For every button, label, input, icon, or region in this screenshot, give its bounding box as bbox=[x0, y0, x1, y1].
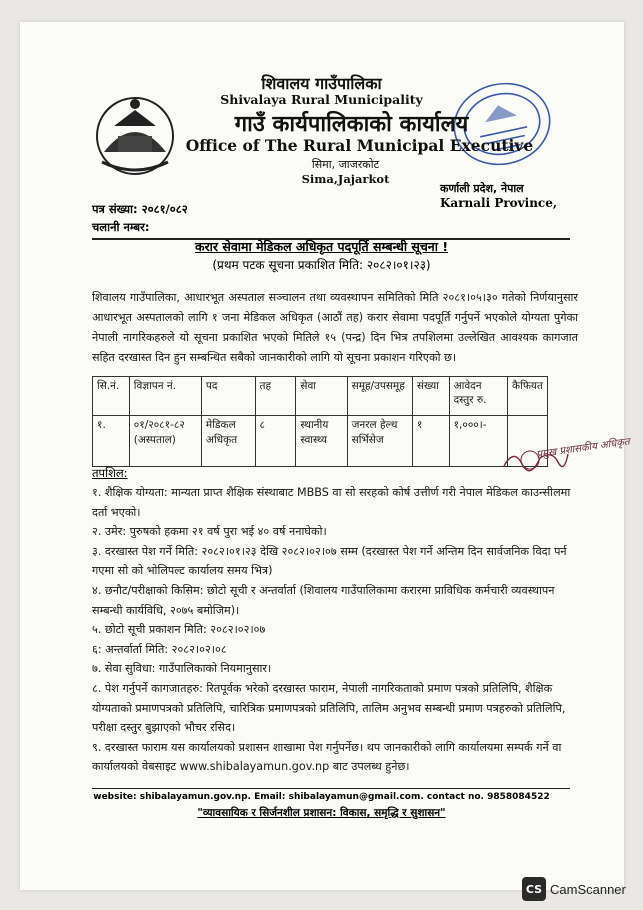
place-nepali: सिमा, जाजरकोट bbox=[311, 158, 380, 171]
terms-list bbox=[92, 483, 580, 777]
municipality-name-nepali: शिवालय गाउँपालिका bbox=[261, 74, 382, 93]
vacancy-table bbox=[92, 376, 548, 467]
table-header-cell: कैफियत bbox=[508, 377, 548, 416]
list-item: ९. दरखास्त फाराम यस कार्यालयको प्रशासन शाखामा पेश गर्नुपर्नेछ। थप जानकारीको लागि कार्यालयमा सम्पर्क गर्ने वा कार्यालयको वेबसाइट www.shibalayamun.gov.np बाट उपलब्ध हुनेछ। bbox=[92, 740, 562, 774]
table-header-row bbox=[93, 377, 548, 416]
letter-number: पत्र संख्या: २०८१/०८२ bbox=[92, 202, 188, 216]
table-cell: १,०००।- bbox=[449, 416, 507, 467]
list-item: ६: अन्तर्वार्ता मिति: २०८२।०२।०८ bbox=[92, 642, 227, 656]
province-nepali: कर्णाली प्रदेश, नेपाल bbox=[440, 182, 524, 195]
list-item: ७. सेवा सुविधा: गाउँपालिकाको नियमानुसार। bbox=[92, 662, 272, 676]
office-name-nepali: गाउँ कार्यपालिकाको कार्यालय bbox=[234, 112, 469, 137]
table-cell: ०१/२०८१-८२ (अस्पताल) bbox=[129, 416, 201, 467]
province-english: Karnali Province, bbox=[440, 196, 558, 210]
municipality-name-english: Shivalaya Rural Municipality bbox=[220, 92, 423, 107]
table-header-cell: आवेदन दस्तुर रु. bbox=[449, 377, 507, 416]
table-cell: ८ bbox=[255, 416, 296, 467]
table-cell: १. bbox=[93, 416, 130, 467]
table-cell: १ bbox=[412, 416, 449, 467]
camscanner-watermark bbox=[522, 876, 626, 902]
list-item: १. शैक्षिक योग्यता: मान्यता प्राप्त शैक्षिक संस्थाबाट MBBS वा सो सरहको कोर्ष उत्तीर्ण गरी नेपाल मेडिकल काउन्सीलमा दर्ता भएको। bbox=[92, 486, 571, 519]
table-header-cell: समूह/उपसमूह bbox=[347, 377, 412, 416]
table-header-cell: विज्ञापन नं. bbox=[129, 377, 201, 416]
table-cell: स्थानीय स्वास्थ्य bbox=[296, 416, 347, 467]
footer-divider bbox=[92, 788, 570, 789]
table-cell: मेडिकल अधिकृत bbox=[201, 416, 255, 467]
list-item: ३. दरखास्त पेश गर्ने मिति: २०८२।०१।२३ देखि २०८२।०२।०७ सम्म (दरखास्त पेश गर्ने अन्तिम दिन सार्वजनिक विदा पर्न गएमा सो को भोलिपल्ट कार्यालय समय भित्र) bbox=[92, 544, 567, 578]
list-item: ५. छोटो सूची प्रकाशन मिति: २०८२।०२।०७ bbox=[92, 623, 266, 637]
list-item: २. उमेर: पुरुषको हकमा २१ वर्ष पुरा भई ४० वर्ष ननाघेको। bbox=[92, 525, 327, 539]
place-english: Sima,Jajarkot bbox=[301, 172, 390, 186]
list-item: ८. पेश गर्नुपर्ने कागजातहरु: रितपूर्वक भरेको दरखास्त फाराम, नेपाली नागरिकताको प्रमाण पत्रको प्रतिलिपि, शैक्षिक योग्यताको प्रमाणपत्रको प्रतिलिपि, चारित्रिक प्रमाणपत्रको प्रतिलिपि, तालिम अनुभव सम्बन्धी प्रमाण पत्रहरुको प्रतिलिपि, परीक्षा दस्तुर बुझाएको भौचर रसिद। bbox=[92, 681, 566, 735]
terms-heading: तपशिल: bbox=[92, 466, 128, 480]
table-cell: जनरल हेल्थ सर्भिसेज bbox=[347, 416, 412, 467]
table-header-cell: सेवा bbox=[296, 377, 347, 416]
dispatch-number: चलानी नम्बर: bbox=[92, 220, 150, 234]
notice-intro: शिवालय गाउँपालिका, आधारभूत अस्पताल सञ्चालन तथा व्यवस्थापन समितिको मिति २०८१।०५।३० गतेको निर्णयानुसार आधारभूत अस्पतालको लागि १ जना मेडिकल अधिकृत (आठौं तह) करार सेवामा पदपूर्ति गर्नुपर्ने भएकोले योग्यता पुगेका नेपाली नागरिकहरुले यो सूचना प्रकाशित भएको मितिले १५ (पन्द्र) दिन भित्र तपशिलमा उल्लेखित आवश्यक कागजात सहित दरखास्त दिन हुन सम्बन्धित सबैको जानकारीको लागि यो सूचना प्रकाशन गरिएको छ। bbox=[92, 291, 578, 364]
camscanner-logo-icon: CS bbox=[522, 877, 546, 901]
office-name-english: Office of The Rural Municipal Executive bbox=[185, 136, 534, 155]
footer-slogan: "व्यावसायिक र सिर्जनशील प्रशासन: विकास, समृद्धि र सुशासन" bbox=[197, 807, 446, 819]
list-item: ४. छनौट/परीक्षाको किसिम: छोटो सूची र अन्तर्वार्ता (शिवालय गाउँपालिकामा करारमा प्राविधिक कर्मचारी व्यवस्थापन सम्बन्धी कार्यविधि, २०७५ बमोजिम)। bbox=[92, 583, 555, 617]
table-header-cell: तह bbox=[255, 377, 296, 416]
notice-title: करार सेवामा मेडिकल अधिकृत पदपूर्ति सम्बन्धी सूचना ! bbox=[194, 239, 449, 254]
table-header-cell: संख्या bbox=[412, 377, 449, 416]
table-header-cell: पद bbox=[201, 377, 255, 416]
table-header-cell: सि.नं. bbox=[93, 377, 130, 416]
table-row bbox=[93, 416, 548, 467]
notice-subtitle: (प्रथम पटक सूचना प्रकाशित मिति: २०८२।०१।२३) bbox=[212, 258, 431, 272]
camscanner-label: CamScanner bbox=[550, 881, 626, 897]
signature-title: प्रमुख प्रशासकीय अधिकृत bbox=[535, 436, 631, 461]
footer-contact: website: shibalayamun.gov.np. Email: shibalayamun@gmail.com. contact no. 9858084522 bbox=[93, 792, 550, 802]
